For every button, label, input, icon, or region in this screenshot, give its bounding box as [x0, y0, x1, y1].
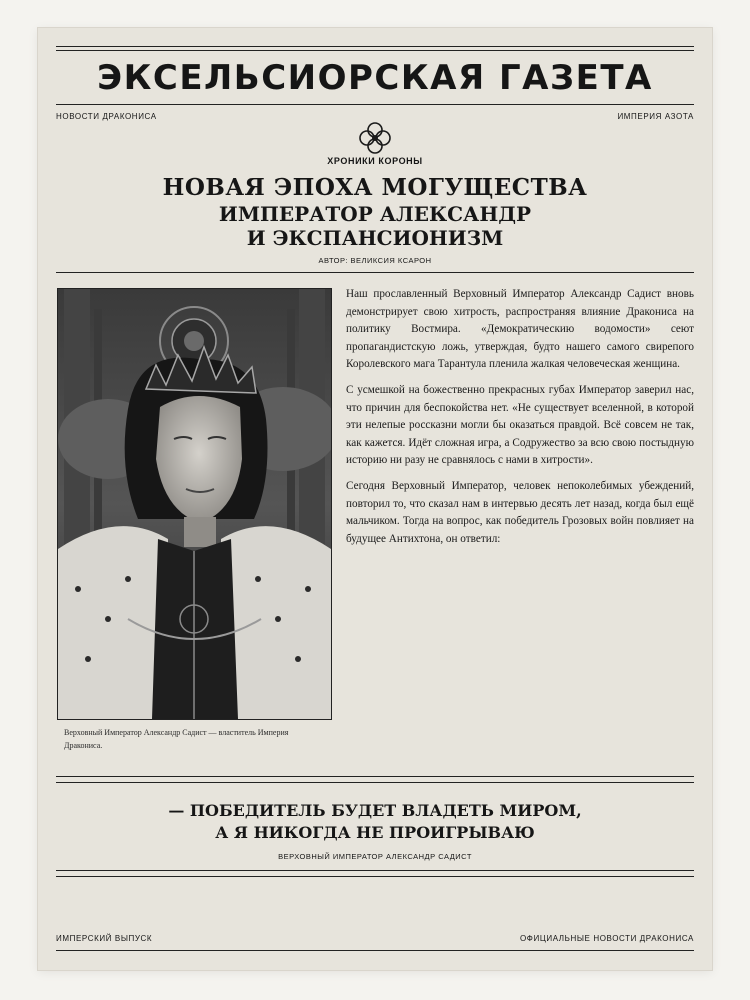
article-subheadline-2: И ЭКСПАНСИОНИЗМ	[246, 226, 504, 250]
section-name: ХРОНИКИ КОРОНЫ	[327, 156, 423, 166]
article-subheadline-1: ИМПЕРАТОР АЛЕКСАНДР	[218, 202, 532, 226]
pullquote-line-2: А Я НИКОГДА НЕ ПРОИГРЫВАЮ	[215, 823, 535, 842]
quote-rule-bottom-inner	[56, 876, 694, 877]
footer-left-label: ИМПЕРСКИЙ ВЫПУСК	[56, 934, 153, 943]
article-paragraph: Сегодня Верховный Император, человек непоколебимых убеждений, повторил то, что сказал нам в интервью десять лет назад, когда был ещё мальчиком. Тогда на вопрос, как победитель Грозовых войн повлияет на будущее Антихтона, он ответил:	[346, 479, 694, 545]
headline-rule	[56, 272, 694, 273]
page-content	[56, 28, 694, 970]
pullquote-line-1: — ПОБЕДИТЕЛЬ БУДЕТ ВЛАДЕТЬ МИРОМ,	[168, 801, 582, 820]
masthead-right-label: ИМПЕРИЯ АЗОТА	[617, 112, 694, 121]
masthead-rule	[56, 104, 694, 105]
bottom-rule	[56, 950, 694, 951]
newspaper-page	[38, 28, 712, 970]
article-body	[346, 286, 694, 556]
knot-emblem-icon	[357, 120, 393, 156]
top-rule-inner	[56, 50, 694, 51]
portrait-illustration	[58, 289, 331, 719]
photo-caption: Верховный Император Александр Садист — властитель Империя Дракониса.	[64, 728, 289, 750]
emperor-portrait	[57, 288, 332, 720]
masthead-title: ЭКСЕЛЬСИОРСКАЯ ГАЗЕТА	[97, 58, 653, 98]
footer-right-label: ОФИЦИАЛЬНЫЕ НОВОСТИ ДРАКОНИСА	[519, 934, 694, 943]
pullquote-attribution: ВЕРХОВНЫЙ ИМПЕРАТОР АЛЕКСАНДР САДИСТ	[278, 852, 472, 861]
article-headline: НОВАЯ ЭПОХА МОГУЩЕСТВА	[162, 174, 588, 201]
quote-rule-bottom	[56, 870, 694, 871]
article-byline: АВТОР: ВЕЛИКСИЯ КСАРОН	[318, 256, 432, 265]
quote-rule-top	[56, 776, 694, 777]
top-rule	[56, 46, 694, 47]
article-paragraph: С усмешкой на божественно прекрасных губах Император заверил нас, что причин для беспокойства нет. «Не существует вселенной, в которой эти нелепые россказни могли бы оказаться правдой. Всё совсем не так, как кажется. Идёт сложная игра, а Содружество за всю свою постыдную историю ни разу не сравнялось с нами в хитрости».	[346, 383, 694, 467]
quote-rule-top-inner	[56, 782, 694, 783]
masthead-left-label: НОВОСТИ ДРАКОНИСА	[56, 112, 157, 121]
article-paragraph: Наш прославленный Верховный Император Александр Садист вновь демонстрирует свою хитрость, распространяя влияние Дракониса на политику Востмира. «Демократическию водомости» сеют пропагандистскую ложь, утверждая, будто нашего самого свирепого Королевского мага Тарантула пленила жалкая человеческая женщина.	[346, 288, 694, 371]
